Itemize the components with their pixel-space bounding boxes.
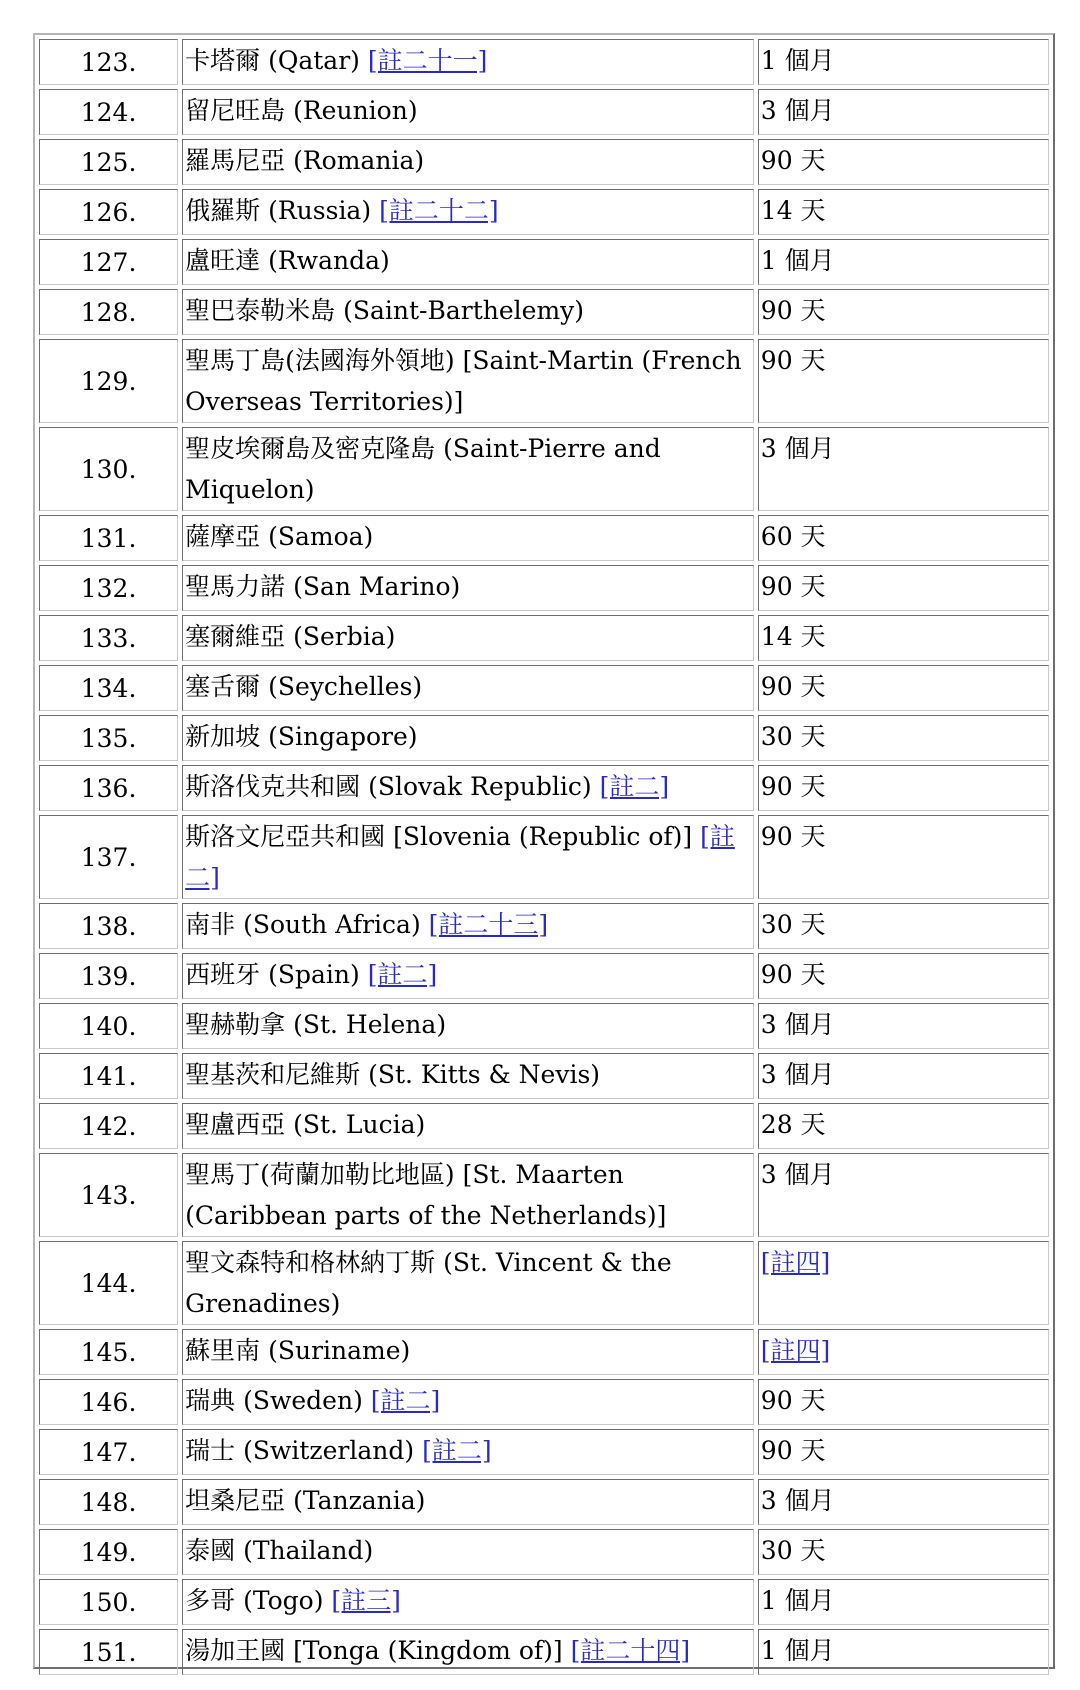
footnote-link[interactable]: [註二十三] [428, 910, 549, 939]
table-row [39, 1479, 1049, 1525]
table-row [39, 1629, 1049, 1675]
country-cell [182, 565, 754, 611]
duration-cell [758, 1529, 1049, 1575]
duration-cell [758, 39, 1049, 85]
country-name: 卡塔爾 (Qatar) [185, 46, 360, 75]
row-number: 133. [39, 615, 178, 661]
duration-cell [758, 1629, 1049, 1675]
row-number: 142. [39, 1103, 178, 1149]
country-name: 瑞典 (Sweden) [185, 1386, 363, 1415]
footnote-link[interactable]: [註四] [760, 1336, 831, 1365]
country-name: 斯洛文尼亞共和國 [Slovenia (Republic of)] [185, 822, 693, 851]
country-cell [182, 1053, 754, 1099]
country-cell [182, 1479, 754, 1525]
duration-cell [758, 427, 1049, 511]
row-number: 150. [39, 1579, 178, 1625]
country-name: 聖文森特和格林納丁斯 (St. Vincent & the Grenadines) [185, 1248, 672, 1318]
table-row [39, 815, 1049, 899]
country-cell [182, 39, 754, 85]
table-row [39, 1153, 1049, 1237]
country-name: 聖盧西亞 (St. Lucia) [185, 1110, 426, 1139]
duration-cell [758, 765, 1049, 811]
duration-cell [758, 1103, 1049, 1149]
row-number: 149. [39, 1529, 178, 1575]
country-name: 聖赫勒拿 (St. Helena) [185, 1010, 447, 1039]
row-number: 135. [39, 715, 178, 761]
country-cell [182, 615, 754, 661]
table-row [39, 239, 1049, 285]
country-name: 湯加王國 [Tonga (Kingdom of)] [185, 1636, 563, 1665]
stay-duration: 90 天 [760, 960, 826, 989]
footnote-link[interactable]: [註二] [367, 960, 438, 989]
footnote-link[interactable]: [註二] [422, 1436, 492, 1465]
footnote-link[interactable]: [註二] [370, 1386, 441, 1415]
stay-duration: 28 天 [760, 1110, 826, 1139]
stay-duration: 1 個月 [760, 1586, 835, 1615]
stay-duration: 3 個月 [760, 1160, 835, 1189]
country-cell [182, 1003, 754, 1049]
table-row [39, 765, 1049, 811]
country-name: 聖皮埃爾島及密克隆島 (Saint-Pierre and Miquelon) [185, 434, 661, 504]
duration-cell [758, 1153, 1049, 1237]
stay-duration: 90 天 [760, 146, 826, 175]
duration-cell [758, 239, 1049, 285]
duration-cell [758, 339, 1049, 423]
stay-duration: 30 天 [760, 910, 826, 939]
country-name: 羅馬尼亞 (Romania) [185, 146, 425, 175]
footnote-link[interactable]: [註二] [599, 772, 670, 801]
row-number: 126. [39, 189, 178, 235]
country-cell [182, 1629, 754, 1675]
country-name: 瑞士 (Switzerland) [185, 1436, 415, 1465]
country-cell [182, 1103, 754, 1149]
stay-duration: 30 天 [760, 722, 826, 751]
table-row [39, 1053, 1049, 1099]
table-row [39, 289, 1049, 335]
country-name: 聖基茨和尼維斯 (St. Kitts & Nevis) [185, 1060, 601, 1089]
row-number: 140. [39, 1003, 178, 1049]
stay-duration: 1 個月 [760, 46, 835, 75]
country-cell [182, 239, 754, 285]
country-cell [182, 189, 754, 235]
row-number: 148. [39, 1479, 178, 1525]
stay-duration: 90 天 [760, 822, 826, 851]
country-cell [182, 89, 754, 135]
country-cell [182, 289, 754, 335]
stay-duration: 90 天 [760, 296, 826, 325]
row-number: 151. [39, 1629, 178, 1675]
stay-duration: 3 個月 [760, 96, 835, 125]
duration-cell [758, 189, 1049, 235]
country-cell [182, 765, 754, 811]
duration-cell [758, 1329, 1049, 1375]
country-name: 泰國 (Thailand) [185, 1536, 374, 1565]
table-row [39, 139, 1049, 185]
country-name: 塞舌爾 (Seychelles) [185, 672, 423, 701]
table-row [39, 1429, 1049, 1475]
country-name: 新加坡 (Singapore) [185, 722, 418, 751]
stay-duration: 90 天 [760, 1436, 826, 1465]
country-cell [182, 1529, 754, 1575]
country-cell [182, 953, 754, 999]
footnote-link[interactable]: [註二] [185, 822, 735, 892]
duration-cell [758, 1003, 1049, 1049]
table-row [39, 665, 1049, 711]
row-number: 138. [39, 903, 178, 949]
table-row [39, 953, 1049, 999]
row-number: 131. [39, 515, 178, 561]
duration-cell [758, 715, 1049, 761]
table-row [39, 427, 1049, 511]
country-cell [182, 1241, 754, 1325]
row-number: 147. [39, 1429, 178, 1475]
country-cell [182, 139, 754, 185]
country-cell [182, 815, 754, 899]
duration-cell [758, 1241, 1049, 1325]
table-row [39, 903, 1049, 949]
row-number: 129. [39, 339, 178, 423]
country-name: 西班牙 (Spain) [185, 960, 360, 989]
duration-cell [758, 89, 1049, 135]
table-row [39, 515, 1049, 561]
country-name: 聖馬丁島(法國海外領地) [Saint-Martin (French Overseas Territories)] [185, 346, 742, 416]
country-cell [182, 1429, 754, 1475]
duration-cell [758, 515, 1049, 561]
table-row [39, 39, 1049, 85]
duration-cell [758, 903, 1049, 949]
table-row [39, 715, 1049, 761]
country-cell [182, 1329, 754, 1375]
stay-duration: 90 天 [760, 572, 826, 601]
country-cell [182, 903, 754, 949]
stay-duration: 1 個月 [760, 246, 835, 275]
duration-cell [758, 665, 1049, 711]
country-cell [182, 1379, 754, 1425]
country-name: 盧旺達 (Rwanda) [185, 246, 390, 275]
table-row [39, 1379, 1049, 1425]
stay-duration: 60 天 [760, 522, 826, 551]
country-name: 塞爾維亞 (Serbia) [185, 622, 396, 651]
row-number: 130. [39, 427, 178, 511]
row-number: 144. [39, 1241, 178, 1325]
table-row [39, 1241, 1049, 1325]
stay-duration: 90 天 [760, 772, 826, 801]
footnote-link[interactable]: [註四] [760, 1248, 831, 1277]
duration-cell [758, 1429, 1049, 1475]
row-number: 124. [39, 89, 178, 135]
country-name: 多哥 (Togo) [185, 1586, 324, 1615]
table-row [39, 339, 1049, 423]
duration-cell [758, 289, 1049, 335]
country-cell [182, 427, 754, 511]
table-row [39, 89, 1049, 135]
duration-cell [758, 565, 1049, 611]
country-name: 坦桑尼亞 (Tanzania) [185, 1486, 426, 1515]
row-number: 127. [39, 239, 178, 285]
duration-cell [758, 615, 1049, 661]
table-row [39, 1579, 1049, 1625]
country-name: 蘇里南 (Suriname) [185, 1336, 411, 1365]
country-name: 薩摩亞 (Samoa) [185, 522, 374, 551]
row-number: 146. [39, 1379, 178, 1425]
country-cell [182, 665, 754, 711]
stay-duration: 90 天 [760, 672, 826, 701]
country-name: 俄羅斯 (Russia) [185, 196, 372, 225]
stay-duration: 3 個月 [760, 1486, 835, 1515]
row-number: 137. [39, 815, 178, 899]
row-number: 134. [39, 665, 178, 711]
row-number: 128. [39, 289, 178, 335]
visa-free-table-frame [33, 33, 1055, 1669]
country-name: 斯洛伐克共和國 (Slovak Republic) [185, 772, 592, 801]
stay-duration: 14 天 [760, 622, 826, 651]
country-cell [182, 339, 754, 423]
country-cell [182, 715, 754, 761]
footnote-link[interactable]: [註二十二] [379, 196, 499, 225]
footnote-link[interactable]: [註二十一] [367, 46, 488, 75]
footnote-link[interactable]: [註二十四] [570, 1636, 691, 1665]
country-name: 聖巴泰勒米島 (Saint-Barthelemy) [185, 296, 585, 325]
row-number: 141. [39, 1053, 178, 1099]
row-number: 125. [39, 139, 178, 185]
row-number: 132. [39, 565, 178, 611]
visa-free-table [35, 35, 1053, 1679]
duration-cell [758, 953, 1049, 999]
table-row [39, 189, 1049, 235]
table-row [39, 615, 1049, 661]
country-name: 聖馬丁(荷蘭加勒比地區) [St. Maarten (Caribbean parts of the Netherlands)] [185, 1160, 667, 1230]
row-number: 136. [39, 765, 178, 811]
country-cell [182, 1153, 754, 1237]
stay-duration: 30 天 [760, 1536, 826, 1565]
row-number: 139. [39, 953, 178, 999]
table-row [39, 1529, 1049, 1575]
footnote-link[interactable]: [註三] [331, 1586, 401, 1615]
duration-cell [758, 1053, 1049, 1099]
stay-duration: 3 個月 [760, 1010, 835, 1039]
stay-duration: 90 天 [760, 1386, 826, 1415]
country-cell [182, 1579, 754, 1625]
stay-duration: 3 個月 [760, 434, 835, 463]
stay-duration: 3 個月 [760, 1060, 835, 1089]
stay-duration: 1 個月 [760, 1636, 835, 1665]
country-name: 南非 (South Africa) [185, 910, 421, 939]
duration-cell [758, 1579, 1049, 1625]
stay-duration: 14 天 [760, 196, 826, 225]
duration-cell [758, 139, 1049, 185]
table-row [39, 1329, 1049, 1375]
row-number: 145. [39, 1329, 178, 1375]
row-number: 143. [39, 1153, 178, 1237]
table-body [39, 39, 1049, 1675]
duration-cell [758, 1479, 1049, 1525]
duration-cell [758, 1379, 1049, 1425]
table-row [39, 1103, 1049, 1149]
row-number: 123. [39, 39, 178, 85]
country-name: 聖馬力諾 (San Marino) [185, 572, 461, 601]
country-name: 留尼旺島 (Reunion) [185, 96, 418, 125]
table-row [39, 565, 1049, 611]
stay-duration: 90 天 [760, 346, 826, 375]
duration-cell [758, 815, 1049, 899]
country-cell [182, 515, 754, 561]
table-row [39, 1003, 1049, 1049]
